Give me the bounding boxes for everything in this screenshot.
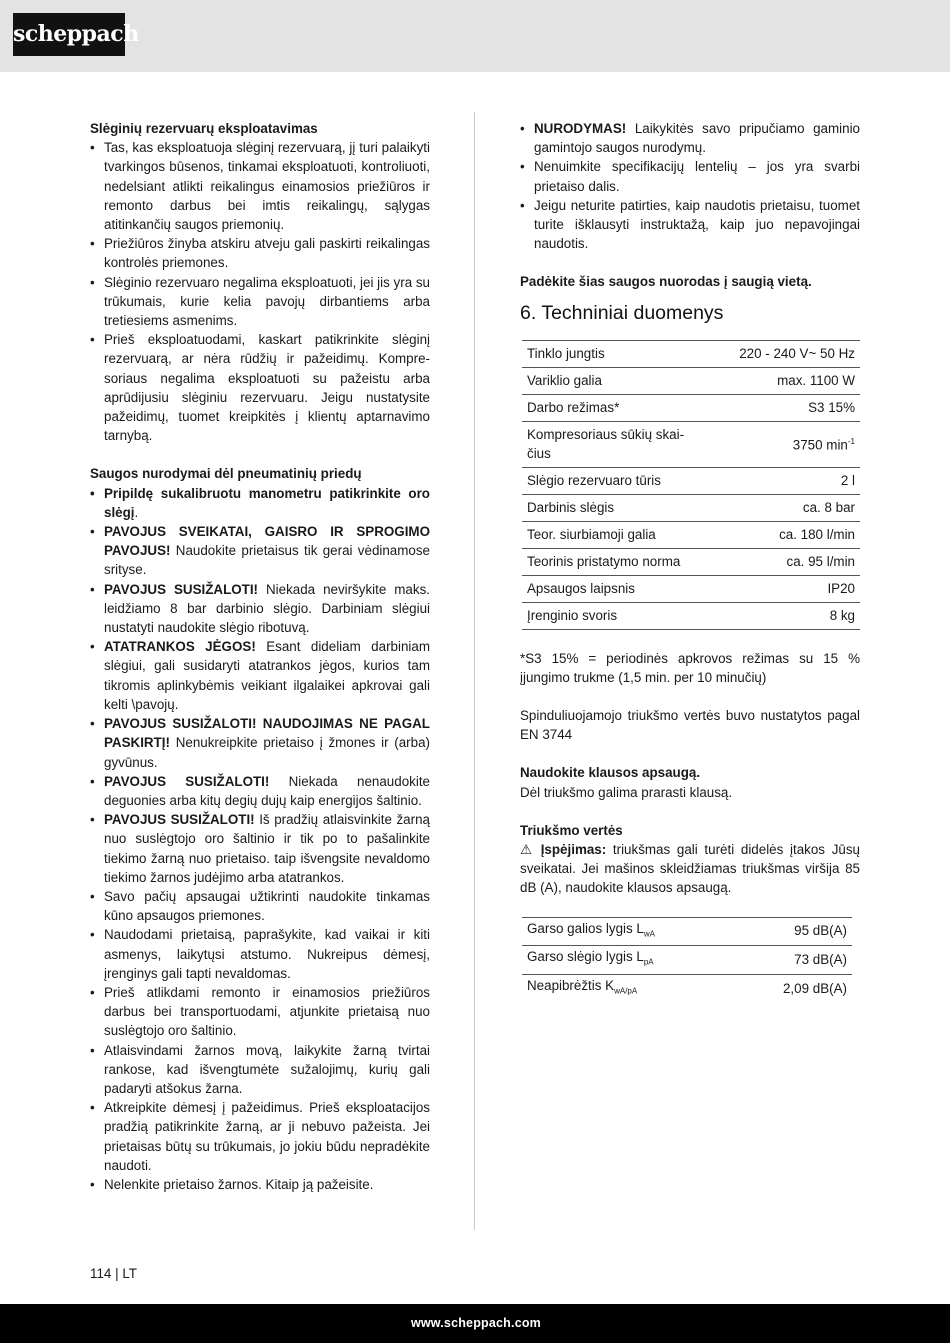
list-item: • Prieš atlikdami remonto ir einamosios priežiūros darbus bei transportuodami, atjunkite prietaisą nuo suslėgtojo oro šaltinio.	[90, 983, 430, 1041]
list-item: • Slėginio rezervuaro negalima eksploatuoti, jei jis yra su trūkumais, kurie kelia pavojų dirbantiems arba tretiesiems asmenims.	[90, 273, 430, 331]
noise-values-table	[522, 917, 852, 1003]
website-link[interactable]: www.scheppach.com	[410, 1316, 541, 1330]
column-divider	[474, 112, 475, 1230]
table-row: Slėgio rezervuaro tūris 2 l	[522, 467, 860, 494]
list-item: • Tas, kas eksploatuoja slėginį rezervuarą, jį turi palaikyti tvarkingos būsenos, tinkamai eksploatuoti, kontroliuoti, nedelsiant atlikti reikalingus einamosios priežiūros ir remonto darbus bei imtis reikalingų, sąlygas atitinkančių saugos priemonių.	[90, 138, 430, 234]
list-item: • Nenuimkite specifikacijų lentelių – jos yra svarbi prietaiso dalis.	[520, 157, 860, 195]
table-row: Kompresoriaus sūkių skaičius 3750 $\min^{-1}$	[522, 421, 860, 467]
table-row: Įrenginio svoris 8 kg	[522, 602, 860, 629]
table-row: Variklio galia max. 1100 W	[522, 367, 860, 394]
list-item: • Atkreipkite dėmesį į pažeidimus. Prieš eksploatacijos pradžią patikrinkite žarną, ar ji nebuvo pažeista. Jei prietaisas būtų su trūkumais, jo jokiu būdu nepradėkite naudoti.	[90, 1098, 430, 1175]
list-item: • Atlaisvindami žarnos movą, laikykite žarną tvirtai rankose, kad išvengtumėte sužalojimų, kurių gali padaryti atšokus žarna.	[90, 1041, 430, 1099]
list-item: • PAVOJUS SVEIKATAI, GAISRO IR SPROGIMO PAVOJUS! Naudokite prietaisus tik gerai vėdinamose srityse.	[90, 522, 430, 580]
pressure-tank-list	[90, 138, 430, 445]
section-title: 6. Techniniai duomenys	[520, 301, 724, 324]
page-footer	[0, 1304, 950, 1343]
page-number: 114 | LT	[90, 1266, 137, 1281]
list-item: • NURODYMAS! Laikykitės savo pripučiamo gaminio gamintojo saugos nurodymų.	[520, 119, 860, 157]
table-row: Teorinis pristatymo norma ca. 95 l/min	[522, 548, 860, 575]
duty-footnote: *S3 15% = periodinės apkrovos režimas su 15 % įjungimo trukme (1,5 min. per 10 minučių)	[520, 650, 860, 685]
notice-list	[520, 119, 860, 253]
table-row: Garso slėgio lygis $L_{pA}$ 73 dB(A)	[522, 946, 852, 975]
technical-data-table	[522, 340, 860, 630]
brand-logo: scheppach	[13, 13, 125, 56]
page-header	[0, 0, 950, 72]
list-item: • Nelenkite prietaiso žarnos. Kitaip ją pažeisite.	[90, 1175, 430, 1194]
noise-warning: ⚠ Įspėjimas: triukšmas gali turėti didelės įtakos Jūsų sveikatai. Jei mašinos skleidžiamas triukšmas viršija 85 dB (A), naudokite klausos apsaugą.	[520, 842, 860, 896]
pneumatic-safety-list	[90, 484, 430, 1195]
list-item: • PAVOJUS SUSIŽALOTI! Niekada neviršykite maks. leidžiamo 8 bar darbinio slėgio. Darbiniam slėgiui nustatyti naudokite slėgio ribotuvą.	[90, 580, 430, 638]
table-row: Teor. siurbiamoji galia ca. 180 l/min	[522, 521, 860, 548]
list-item: • Savo pačių apsaugai užtikrinti naudokite tinkamas kūno apsaugos priemones.	[90, 887, 430, 925]
section-heading: Slėginių rezervuarų eksploatavimas	[90, 121, 318, 136]
table-row: Neapibrėžtis $K_{wA/pA}$ 2,09 dB(A)	[522, 975, 852, 1003]
section-heading: Saugos nurodymai dėl pneumatinių priedų	[90, 466, 362, 482]
table-row: Darbo režimas* S3 15%	[522, 394, 860, 421]
ear-protection-text: Dėl triukšmo galima prarasti klausą.	[520, 784, 733, 800]
ear-protection-title: Naudokite klausos apsaugą.	[520, 765, 701, 781]
keep-instructions-note: Padėkite šias saugos nuorodas į saugią vietą.	[520, 274, 812, 290]
list-item: • ATATRANKOS JĖGOS! Esant dideliam darbiniam slėgiui, gali susidaryti atatrankos jėgos, kurios tam tikromis aplinkybėmis veikiant ilgalaikei apkrovai gali kelti \pavojų.	[90, 637, 430, 714]
list-item: • Priežiūros žinyba atskiru atveju gali paskirti reikalingas kontrolės priemones.	[90, 234, 430, 272]
table-row: Apsaugos laipsnis IP20	[522, 575, 860, 602]
left-column	[90, 119, 430, 1194]
warning-icon: ⚠	[520, 842, 533, 858]
list-item: • Jeigu neturite patirties, kaip naudotis prietaisu, tuomet turite išklausyti instruktažą, kaip juo nepavojingai naudotis.	[520, 196, 860, 254]
right-column	[520, 119, 860, 1003]
table-row: Darbinis slėgis ca. 8 bar	[522, 494, 860, 521]
list-item: • Pripildę sukalibruotu manometru patikrinkite oro slėgį.	[90, 484, 430, 522]
list-item: • Naudodami prietaisą, paprašykite, kad vaikai ir kiti asmenys, laikytųsi atstumo. Nukreipus dėmesį, įrenginys gali tapti nevaldomas.	[90, 925, 430, 983]
list-item: • PAVOJUS SUSIŽALOTI! Niekada nenaudokite deguonies arba kitų degių dujų kaip energijos šaltinio.	[90, 772, 430, 810]
table-row: Garso galios lygis $L_{wA}$ 95 dB(A)	[522, 917, 852, 946]
list-item: • PAVOJUS SUSIŽALOTI! Iš pradžių atlaisvinkite žarną nuo suslėgtojo oro šaltinio ir tik po to pašalinkite tiekimo žarną nuo prietaiso. taip išvengsite nevaldomo tiekimo žarnos judėjimo arba atatrankos.	[90, 810, 430, 887]
noise-values-title: Triukšmo vertės	[520, 822, 623, 838]
list-item: • Prieš eksploatuodami, kaskart patikrinkite slėginį rezervuarą, ar nėra rūdžių ir pažeidimų. Kompresoriaus negalima eksploatuoti su pažeistu arba aprūdijusiu slėginiu rezervuaru. Jeigu nustatysite pažeidimų, tuomet kreipkitės į klientų aptarnavimo tarnybą.	[90, 330, 430, 445]
table-row: Tinklo jungtis 220 - 240 V~ 50 Hz	[522, 340, 860, 367]
list-item: • PAVOJUS SUSIŽALOTI! NAUDOJIMAS NE PAGAL PASKIRTĮ! Nenukreipkite prietaiso į žmones ir (arba) gyvūnus.	[90, 714, 430, 772]
noise-measurement-note: Spinduliuojamojo triukšmo vertės buvo nustatytos pagal EN 3744	[520, 708, 860, 743]
